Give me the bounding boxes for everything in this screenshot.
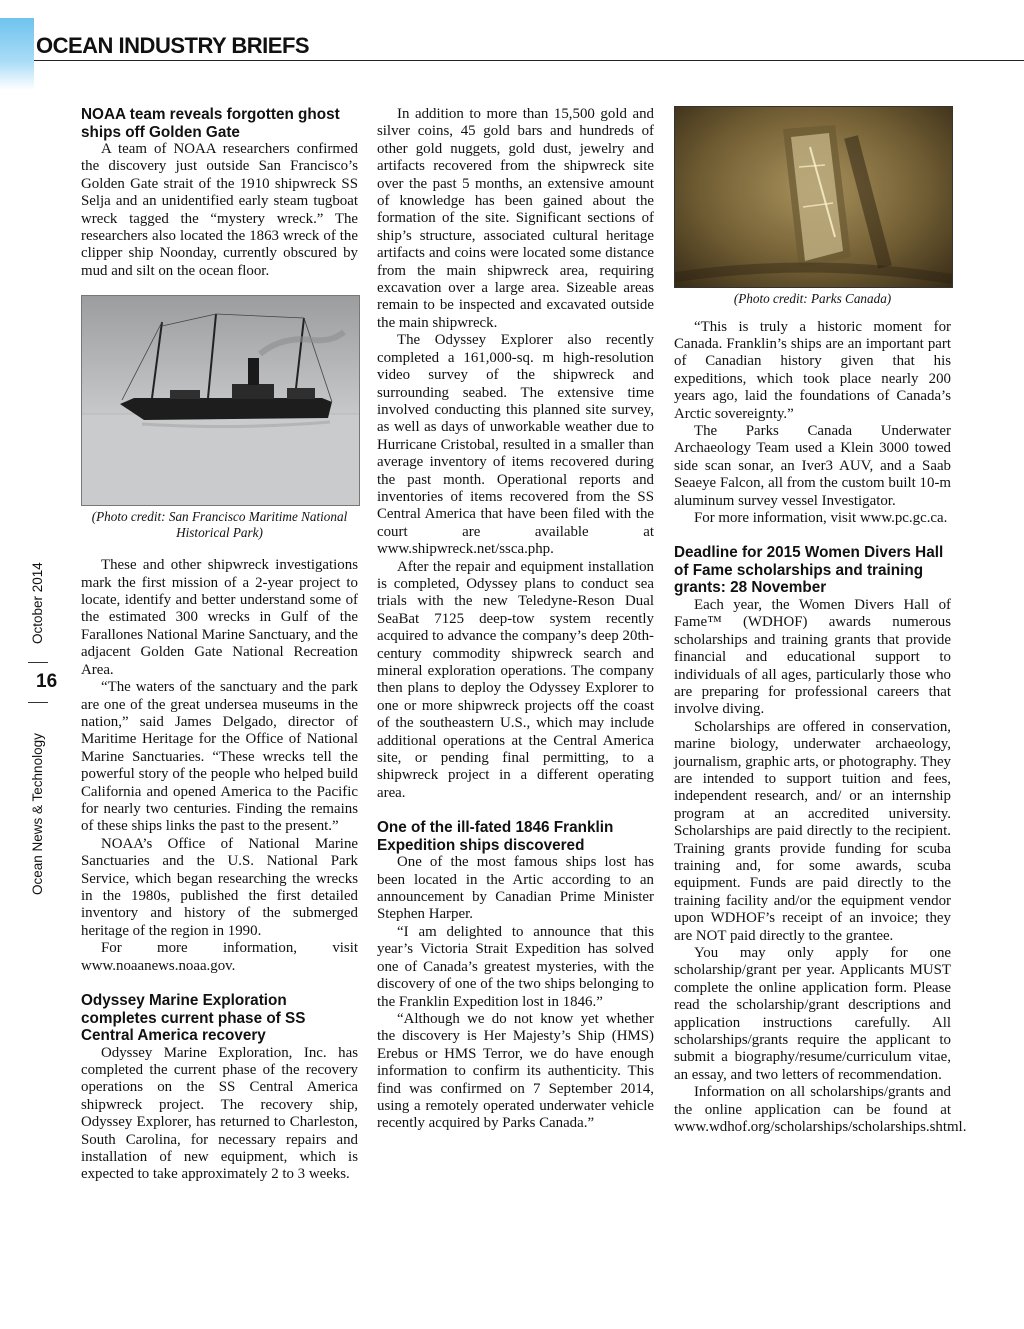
article-paragraph: “I am delighted to announce that this year’s Victoria Strait Expedition has solved one of Canada’s greatest mysteries, with the discovery of one of the two ships belonging to the Franklin Expedition lost in 1846.” [377, 923, 654, 1010]
article-paragraph: The Parks Canada Underwater Archaeology Team used a Klein 3000 towed side scan sonar, an Iver3 AUV, and a Saab Seaeye Falcon, all from the custom built 10-m aluminum survey vessel Investigator. [674, 422, 951, 509]
article-paragraph: A team of NOAA researchers confirmed the discovery just outside San Francisco’s Golden Gate strait of the 1910 shipwreck SS Selja and an unidentified early steam tugboat wreck tagged the “mystery wreck.” The researchers also located the 1863 wreck of the clipper ship Noonday, currently obscured by mud and silt on the ocean floor. [81, 141, 358, 279]
sonar-photo [674, 106, 953, 288]
article-paragraph: In addition to more than 15,500 gold and silver coins, 45 gold bars and hundreds of other gold nuggets, gold dust, jewelry and artifacts recovered from the shipwreck site over the past 5 months, an extensive amount of knowledge has been gained about the formation of the site. Significant sections of ship’s structure, associated cultural heritage artifacts and coins were located some distance from the main shipwreck area, requiring excavation over a large area. Sizeable areas remain to be inspected and excavated outside the main shipwreck. [377, 106, 654, 331]
article-headline: Odyssey Marine Exploration completes current phase of SS Central America recovery [81, 992, 306, 1044]
column-2 [377, 106, 654, 1133]
steamship-illustration [82, 296, 359, 505]
article-paragraph: NOAA’s Office of National Marine Sanctuaries and the U.S. National Park Service, which began researching the wrecks in the 1980s, published the first detailed inventory and history of the submerged heritage of the region in 1990. [81, 835, 358, 939]
article-wdhof [674, 544, 967, 1136]
publication-name: Ocean News & Technology [30, 733, 45, 895]
sidebar-divider [28, 662, 48, 663]
article-noaa [81, 106, 358, 975]
article-paragraph: These and other shipwreck investigations mark the first mission of a 2-year project to locate, identify and better understand some of the estimated 300 wrecks in Gulf of the Farallones National Marine Sanctuary, and the adjacent Golden Gate National Recreation Area. [81, 557, 358, 678]
article-paragraph: One of the most famous ships lost has been located in the Artic according to an announcement by Canadian Prime Minister Stephen Harper. [377, 854, 654, 923]
article-headline: NOAA team reveals forgotten ghost ships off Golden Gate [81, 106, 340, 141]
sidebar-divider [28, 702, 48, 703]
photo-caption: (Photo credit: San Francisco Maritime National Historical Park) [91, 509, 348, 540]
column-1 [81, 106, 358, 1184]
header-rule [34, 60, 1024, 61]
article-paragraph: Scholarships are offered in conservation, marine biology, underwater archaeology, journalism, graphic arts, or photography. They are intended to support tuition and fees, independent research, and/ or an internship program at an accredited university. Scholarships are paid directly to the recipient. Training grants provide funding for scuba training and, for some awards, scuba equipment. Funds are paid directly to the training facility and/or the equipment vendor upon WDHOF’s receipt of an invoice; they are NOT paid directly to the grantee. [674, 718, 951, 944]
article-paragraph: Odyssey Marine Exploration, Inc. has completed the current phase of the recovery operations on the SS Central America shipwreck project. The recovery ship, Odyssey Explorer, has returned to Charleston, South Carolina, for necessary repairs and installation of new equipment, which is expected to take approximately 2 to 3 weeks. [81, 1044, 358, 1183]
photo-caption: (Photo credit: Parks Canada) [733, 291, 892, 306]
header-accent-bar [0, 18, 34, 90]
issue-date: October 2014 [30, 562, 45, 644]
article-paragraph: “This is truly a historic moment for Canada. Franklin’s ships are an important part of Canadian history given that his expeditions, which took place nearly 200 years ago, laid the foundations of Canada’s Arctic sovereignty.” [674, 318, 951, 422]
section-title: OCEAN INDUSTRY BRIEFS [36, 33, 310, 58]
article-paragraph: Each year, the Women Divers Hall of Fame™ (WDHOF) awards numerous scholarships and training grants that provide financial and educational support to individuals of all ages, particularly those who are preparing for professional careers that involve diving. [674, 596, 951, 718]
article-headline: Deadline for 2015 Women Divers Hall of Fame scholarships and training grants: 28 November [674, 544, 944, 597]
article-paragraph: “The waters of the sanctuary and the park are one of the great undersea museums in the nation,” said James Delgado, director of Maritime Heritage for the Office of National Marine Sanctuaries. “These wrecks tell the powerful story of the people who helped build California and opened America to the Pacific for nearly two centuries. Finding the remains of these ships links the past to the present.” [81, 679, 358, 835]
column-3 [674, 106, 967, 1136]
figure-ss-selja [81, 295, 358, 540]
article-franklin [377, 819, 654, 1133]
article-paragraph-link: Information on all scholarships/grants and the online application can be found at www.wdhof.org/scholarships/scholarships.shtml. [674, 1084, 967, 1136]
article-odyssey [81, 992, 358, 1184]
article-paragraph: “Although we do not know yet whether the discovery is Her Majesty’s Ship (HMS) Erebus or HMS Terror, we do have enough information to confirm its authenticity. This find was confirmed on 7 September 2014, using a remotely operated underwater vehicle recently acquired by Parks Canada.” [377, 1010, 654, 1132]
article-headline: One of the ill-fated 1846 Franklin Expedition ships discovered [377, 819, 614, 854]
article-paragraph-link: For more information, visit www.pc.gc.ca. [694, 509, 948, 526]
article-paragraph-link: For more information, visit www.noaanews.noaa.gov. [81, 940, 358, 974]
ship-photo [81, 295, 360, 506]
article-paragraph: After the repair and equipment installation is completed, Odyssey plans to conduct sea trials with the new Teledyne-Reson Dual SeaBat 7125 deep-tow system recently acquired to advance the company’s deep 20th-century commodity shipwreck search and mineral exploration operations. The company then plans to deploy the Odyssey Explorer to one or more shipwreck projects off the coast of the southeastern U.S., which may include additional operations at the Central America site, or pending final permitting, to a shipwreck project in a different operating area. [377, 558, 654, 801]
article-paragraph: The Odyssey Explorer also recently completed a 161,000-sq. m high-resolution video survey of the shipwreck and surrounding seabed. The extensive time involved conducting this planned site survey, as well as days of unworkable weather due to Hurricane Cristobal, resulted in a smaller than average inventory of items recovered during the past month. Operational reports and inventories of items recovered from the SS Central America that have been filed with the court are available at www.shipwreck.net/ssca.php. [377, 332, 654, 558]
figure-sonar-image [674, 106, 951, 307]
page-number: 16 [36, 671, 58, 692]
sonar-shipwreck-illustration [675, 107, 952, 287]
article-paragraph: You may only apply for one scholarship/grant per year. Applicants MUST complete the online application form. Please read the scholarship/grant descriptions and application instructions carefully. All scholarships/grants require the applicant to submit a biography/resume/curriculum vitae, an essay, and two letters of recommendation. [674, 945, 951, 1083]
